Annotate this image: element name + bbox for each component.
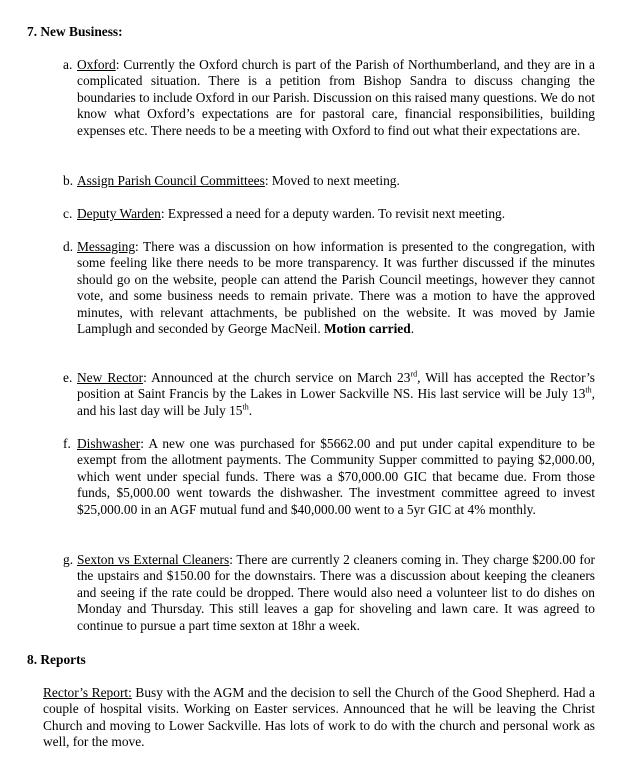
- item-text: : There was a discussion on how information is presented to the congregation, with some feeling like there needs to be more transparency. It was further discussed if the minutes should go on the website, people can attend the Parish Council meetings, however they cannot vote, and some business needs to remain private. There was a motion to have the approved minutes, with relevant attachments, be published on the website. It was moved by Jamie Lamplugh and seconded by George MacNeil.: [77, 239, 595, 337]
- section-heading-reports: 8. Reports: [27, 652, 86, 667]
- item-body: [77, 206, 595, 222]
- item-text: .: [248, 402, 253, 418]
- item-title: New Rector: [77, 370, 144, 385]
- rector-report-title: Rector’s Report:: [43, 685, 132, 700]
- item-messaging: [63, 239, 595, 337]
- item-title: Deputy Warden: [77, 206, 161, 221]
- item-letter: f.: [63, 436, 71, 451]
- item-dishwasher: [63, 436, 595, 518]
- item-body: [77, 370, 595, 419]
- section-heading-new-business: 7. New Business:: [27, 24, 123, 39]
- item-text: , and his last day will be July 15: [77, 386, 595, 418]
- item-text: : Moved to next meeting.: [264, 173, 400, 188]
- item-title: Dishwasher: [77, 436, 141, 451]
- ordinal-suffix: th: [585, 385, 592, 395]
- item-letter: g.: [63, 552, 74, 567]
- item-text: : There are currently 2 cleaners coming in. They charge $200.00 for the upstairs and $150.00 for the downstairs. There was a discussion about keeping the cleaners and seeing if the rate could be dropped. There would also need a volunteer list to do dishes on Monday and Thursday. This still leaves a gap for shoveling and lawn care. It was agreed to continue to pursue a part time sexton at 18hr a week.: [77, 552, 595, 633]
- item-text-end: .: [410, 321, 415, 337]
- item-letter: c.: [63, 206, 73, 221]
- item-assign-committees: [63, 173, 595, 189]
- item-title: Assign Parish Council Committees: [77, 173, 265, 188]
- item-body: [77, 436, 595, 518]
- item-body: [77, 57, 595, 139]
- item-oxford: [63, 57, 595, 139]
- item-letter: e.: [63, 370, 73, 385]
- item-text: : A new one was purchased for $5662.00 and put under capital expenditure to be exempt from the allotment payments. The Community Supper committed to paying $2,000.00, which went under special funds. There was a $70,000.00 GIC that became due. From those funds, $5,000.00 went towards the dishwasher. The investment committee agreed to invest $25,000.00 in an AGF mutual fund and $40,000.00 went to a 5yr GIC at 4% monthly.: [77, 436, 595, 517]
- item-deputy-warden: [63, 206, 595, 222]
- item-letter: d.: [63, 239, 74, 254]
- item-text: : Expressed a need for a deputy warden. To revisit next meeting.: [160, 206, 506, 221]
- item-title: Sexton vs External Cleaners: [77, 552, 230, 567]
- rector-report-text: Busy with the AGM and the decision to sell the Church of the Good Shepherd. Had a couple of hospital visits. Working on Easter services. Announced that he will be leaving the Christ Church and moving to Lower Sackville. Has lots of work to do with the church and personal work as well, for the move.: [43, 685, 595, 750]
- item-text: : Currently the Oxford church is part of the Parish of Northumberland, and they are in a complicated situation. There is a petition from Bishop Sandra to discuss changing the boundaries to include Oxford in our Parish. Discussion on this raised many questions. We do not know what Oxford’s expectations are for pastoral care, financial responsibilities, building expenses etc. There needs to be a meeting with Oxford to find out what their expectations are.: [77, 57, 595, 138]
- item-body: [77, 239, 595, 337]
- item-body: [77, 552, 595, 634]
- item-body: [77, 173, 595, 189]
- rector-report: [43, 685, 595, 751]
- item-letter: b.: [63, 173, 74, 188]
- item-text: , Will has accepted the Rector’s position at Saint Francis by the Lakes in Lower Sackville NS. His last service will be July 13: [77, 370, 596, 402]
- item-new-rector: [63, 370, 595, 419]
- motion-carried: Motion carried: [324, 321, 411, 337]
- item-sexton-cleaners: [63, 552, 595, 634]
- item-title: Messaging: [77, 239, 136, 254]
- ordinal-suffix: th: [242, 402, 249, 412]
- item-text: : Announced at the church service on March 23: [143, 370, 411, 385]
- item-letter: a.: [63, 57, 73, 72]
- ordinal-suffix: rd: [410, 369, 418, 379]
- item-title: Oxford: [77, 57, 116, 72]
